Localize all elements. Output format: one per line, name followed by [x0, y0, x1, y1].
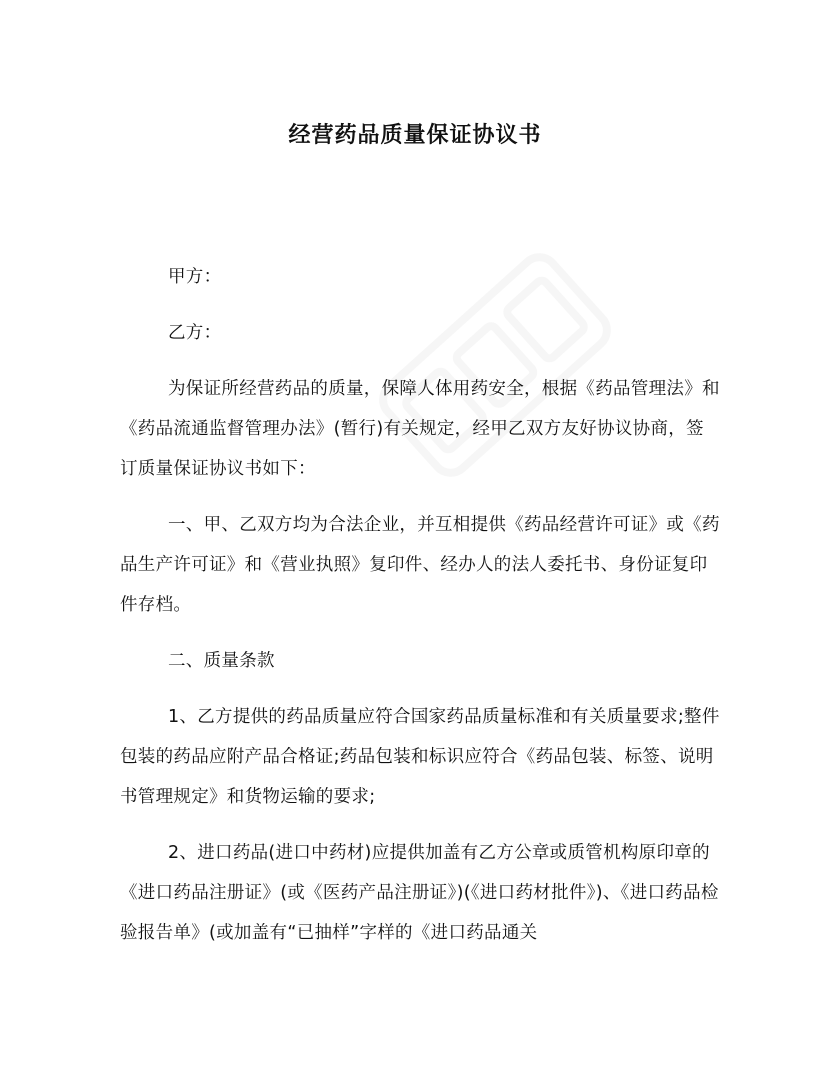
party-b-line: 乙方：: [168, 323, 222, 343]
intro-paragraph: 为保证所经营药品的质量，保障人体用药安全，根据《药品管理法》和《药品流通监督管理办法》(暂行)有关规定，经甲乙双方友好协议协商，签订质量保证协议书如下：: [120, 379, 720, 479]
quality-item-2-paragraph: 2、进口药品(进口中药材)应提供加盖有乙方公章或质管机构原印章的《进口药品注册证》(或《医药产品注册证》)(《进口药材批件》)、《进口药品检验报告单》(或加盖有“已抽样”字样的《进口药品通关: [120, 843, 719, 943]
clause-one-paragraph: 一、甲、乙双方均为合法企业，并互相提供《药品经营许可证》或《药品生产许可证》和《营业执照》复印件、经办人的法人委托书、身份证复印件存档。: [120, 515, 720, 615]
document-title: 经营药品质量保证协议书: [288, 123, 542, 148]
document-body: [120, 257, 720, 953]
clause-two-heading: 二、质量条款: [168, 651, 275, 671]
quality-item-1-paragraph: 1、乙方提供的药品质量应符合国家药品质量标准和有关质量要求;整件包装的药品应附产品合格证;药品包装和标识应符合《药品包装、标签、说明书管理规定》和货物运输的要求;: [120, 707, 720, 807]
party-a-line: 甲方：: [168, 267, 222, 287]
